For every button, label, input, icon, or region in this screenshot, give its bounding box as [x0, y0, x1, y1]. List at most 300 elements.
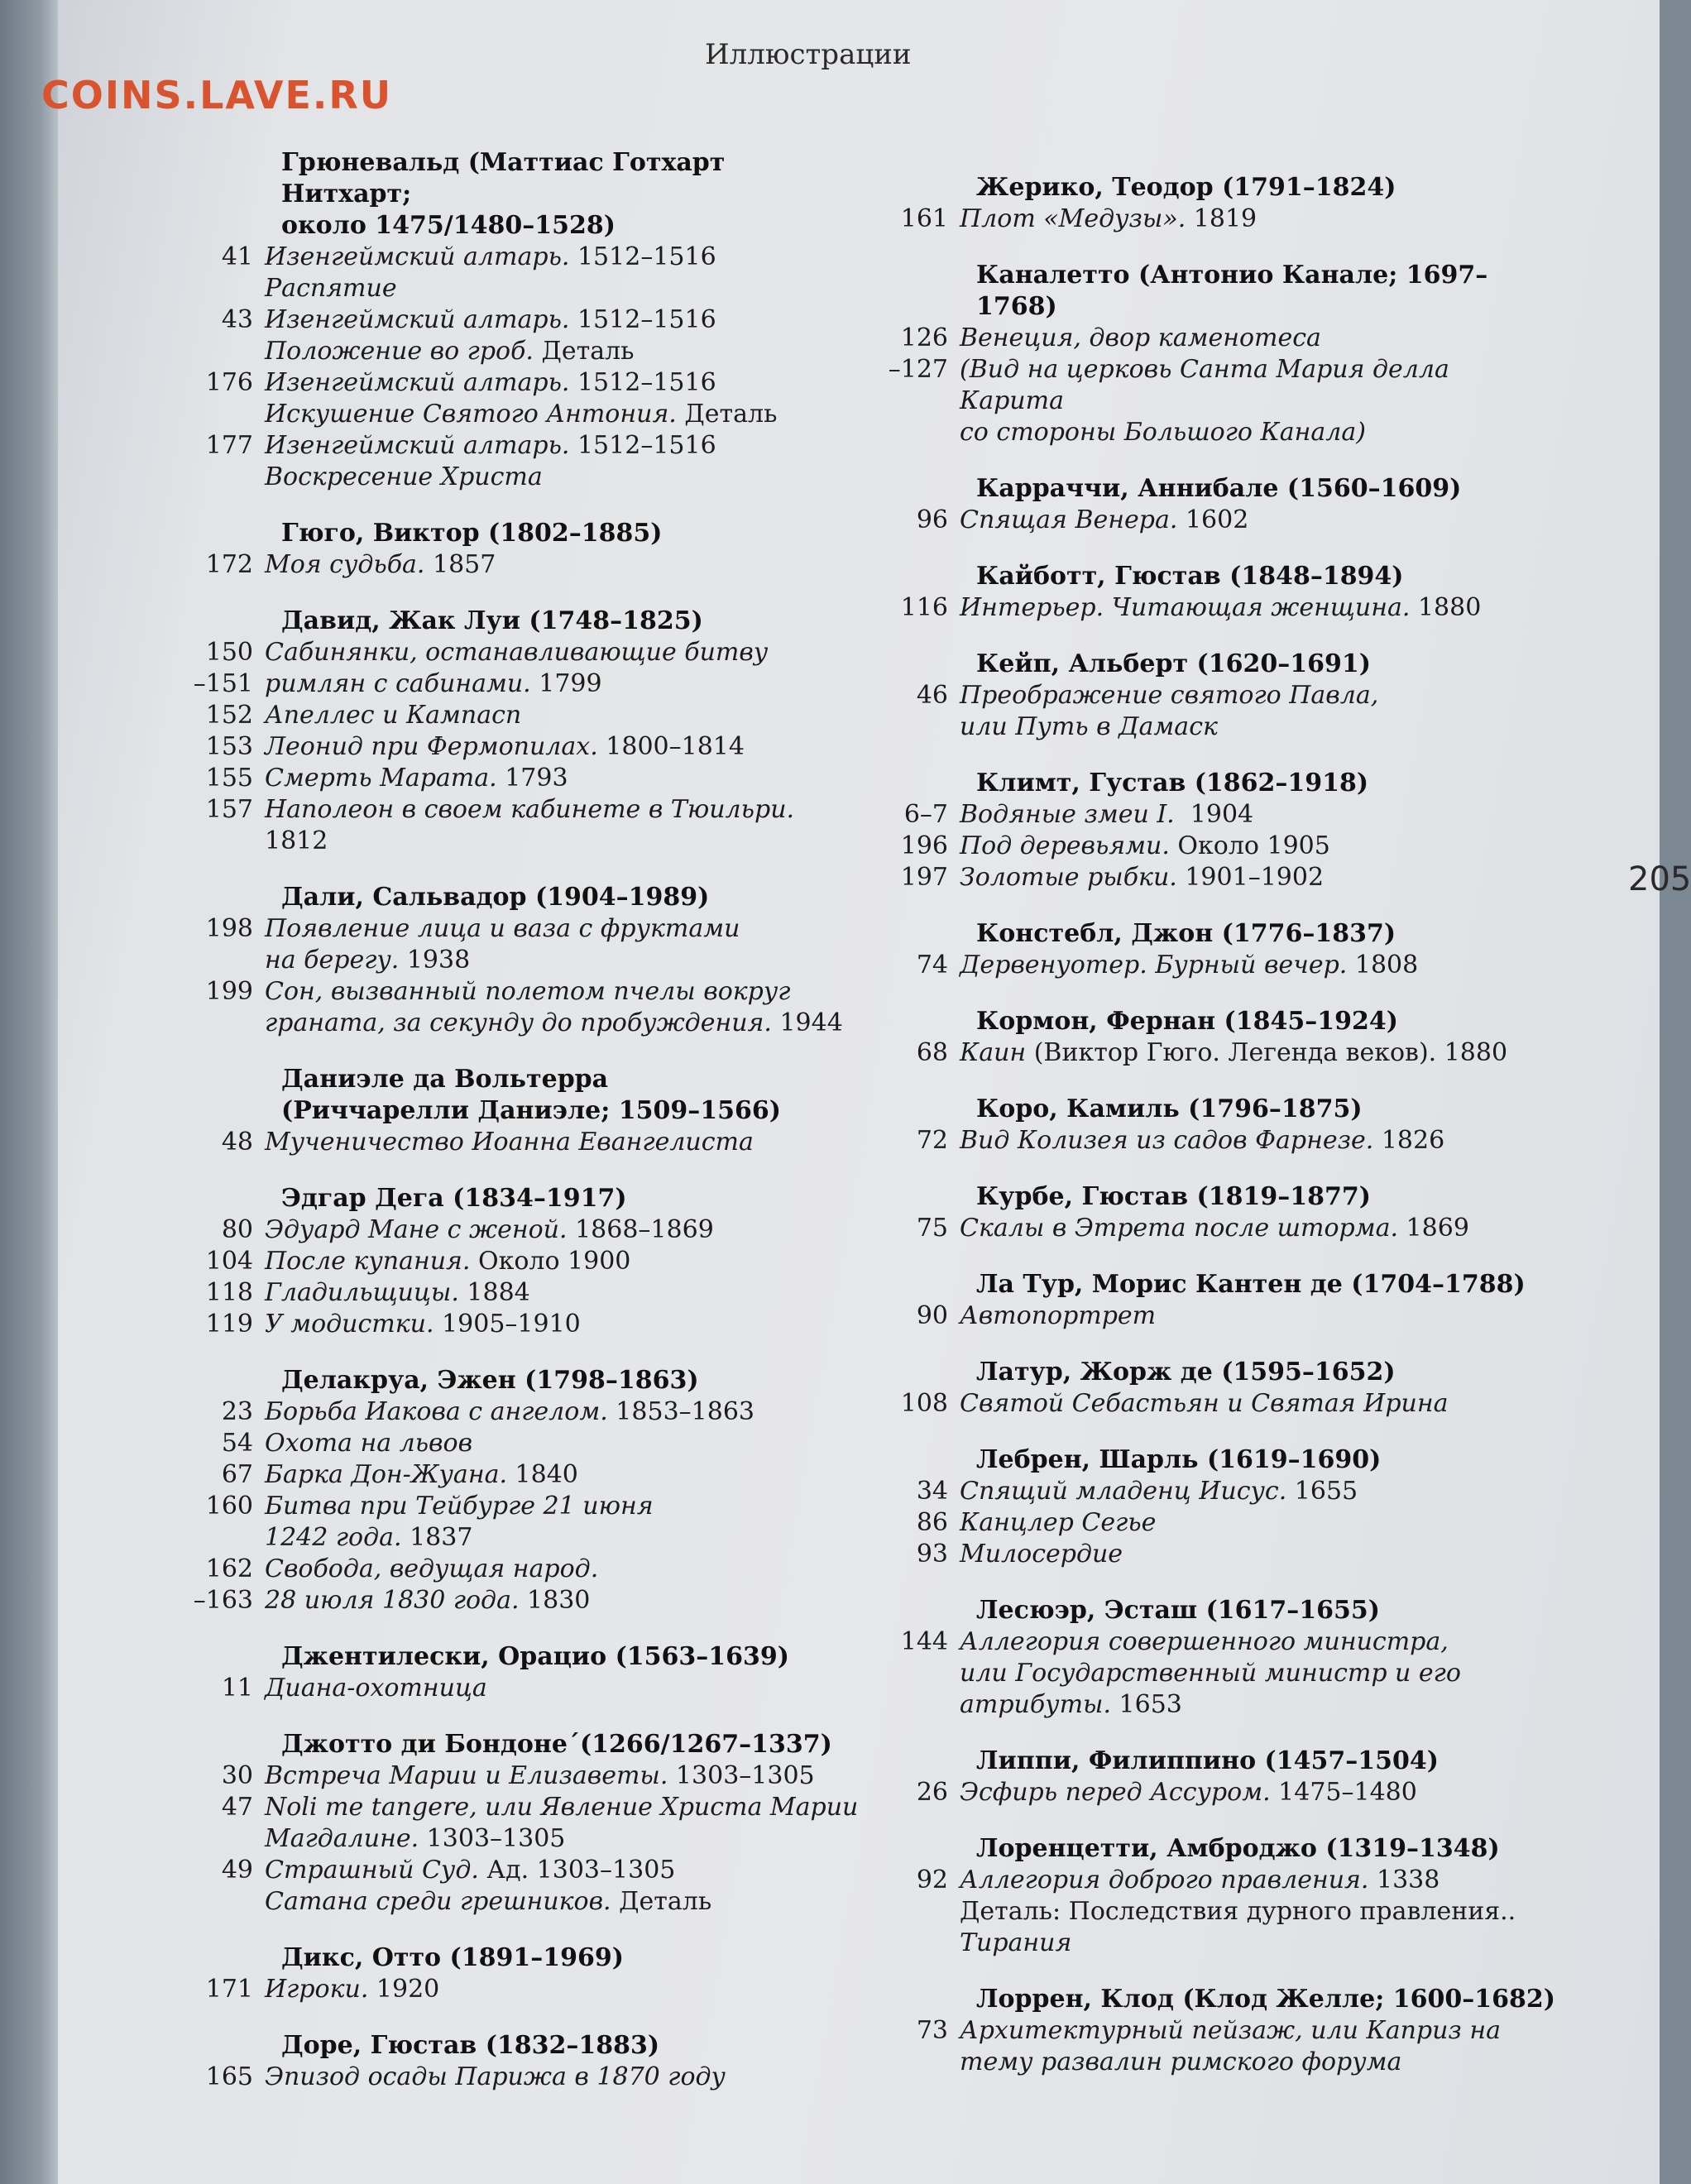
artist-name: Латур, Жорж де (1595–1652)	[976, 1358, 1396, 1387]
artist-name: Лебрен, Шарль (1619–1690)	[976, 1445, 1382, 1474]
work-details: 1812	[265, 795, 802, 855]
artist-name: Джентилески, Орацио (1563–1639)	[281, 1642, 789, 1671]
work-details: 1920	[368, 1975, 440, 2004]
work-text	[960, 1626, 1555, 1658]
work-title: Битва при Тейбурге 21 июня	[265, 1492, 654, 1521]
illustration-number	[182, 1522, 265, 1554]
work-row	[182, 1554, 860, 1585]
work-title: Диана-охотница	[265, 1674, 487, 1703]
artist-name: Констебл, Джон (1776–1837)	[976, 919, 1396, 948]
work-details: 1512–1516	[569, 368, 716, 397]
work-text	[960, 1476, 1555, 1507]
work-text	[265, 1491, 860, 1522]
work-row	[877, 417, 1555, 448]
work-row	[877, 1213, 1555, 1244]
illustration-number: 144	[900, 1627, 948, 1656]
work-row	[877, 2047, 1555, 2078]
work-title: Автопортрет	[960, 1301, 1157, 1330]
work-title: Noli me tangere, или Явление Христа Марии	[265, 1793, 859, 1822]
index-column-right	[877, 172, 1555, 2103]
illustration-number	[182, 273, 265, 304]
work-details: 1868–1869	[567, 1215, 714, 1244]
work-text	[265, 1127, 860, 1158]
illustration-number: 75	[916, 1214, 948, 1243]
work-row	[182, 945, 860, 976]
illustration-number: 152	[205, 701, 253, 730]
work-details: 1853–1863	[607, 1397, 754, 1426]
work-row	[182, 1673, 860, 1704]
artist-name: Доре, Гюстав (1832–1883)	[281, 2031, 660, 2060]
illustration-number	[182, 1823, 265, 1855]
work-text	[265, 1428, 860, 1459]
work-details: Деталь	[676, 400, 778, 429]
work-title: Вид Колизея из садов Фарнезе.	[960, 1126, 1374, 1155]
illustration-number: 198	[205, 914, 253, 943]
illustration-number	[877, 1896, 960, 1928]
work-title: Изенгеймский алтарь.	[265, 305, 570, 334]
work-details: 1512–1516	[569, 431, 716, 460]
artist-name: Грюневальд (Маттиас Готхарт Нитхарт; около 1475/1480–1528)	[281, 148, 726, 240]
illustration-number: 49	[221, 1856, 253, 1885]
illustration-number: 6–7	[903, 800, 948, 829]
work-text	[265, 1823, 860, 1855]
artist-entry	[877, 1357, 1555, 1420]
work-text	[265, 1886, 860, 1918]
work-title: Леонид при Фермопилах.	[265, 732, 598, 761]
work-row	[877, 680, 1555, 711]
work-row	[877, 799, 1555, 831]
work-details: 1837	[401, 1523, 473, 1552]
illustration-number: 72	[916, 1126, 948, 1155]
work-title: Золотые рыбки.	[960, 863, 1177, 892]
work-text	[960, 1037, 1555, 1069]
work-details: 1800–1814	[597, 732, 745, 761]
work-title: Смерть Марата.	[265, 764, 497, 793]
work-details: 1303–1305	[419, 1824, 566, 1853]
work-text	[960, 950, 1555, 981]
artist-entry	[877, 561, 1555, 624]
work-details: 1653	[1111, 1690, 1182, 1719]
work-details: 1904	[1174, 800, 1254, 829]
artist-name: Кайботт, Гюстав (1848–1894)	[976, 562, 1404, 591]
artist-entry	[877, 172, 1555, 235]
work-title: Изенгеймский алтарь.	[265, 368, 570, 397]
work-text	[265, 462, 860, 493]
illustration-number	[877, 1658, 960, 1689]
work-text	[960, 799, 1555, 831]
artist-name: Каналетто (Антонио Канале; 1697–1768)	[976, 261, 1488, 321]
work-details: 1655	[1286, 1477, 1358, 1506]
artist-name: Курбе, Гюстав (1819–1877)	[976, 1182, 1371, 1211]
work-row	[182, 399, 860, 430]
artist-entry	[877, 1833, 1555, 1959]
illustration-number: 197	[900, 863, 948, 892]
illustration-number: 43	[221, 305, 253, 334]
illustration-number: 34	[916, 1477, 948, 1506]
illustration-number: –151	[193, 669, 253, 698]
artist-name: Гюго, Виктор (1802–1885)	[281, 519, 663, 548]
work-title: тему развалин римского форума	[960, 2048, 1402, 2076]
work-title: Спящий младенц Иисус.	[960, 1477, 1287, 1506]
artist-entry	[182, 1729, 860, 1918]
artist-name: Джотто ди Бондоне´(1266/1267–1337)	[281, 1730, 832, 1759]
work-details: (Виктор Гюго. Легенда веков). 1880	[1026, 1038, 1508, 1067]
illustration-number	[877, 711, 960, 743]
work-title: Дервенуотер. Бурный вечер.	[960, 951, 1348, 979]
illustration-number: 73	[916, 2016, 948, 2045]
work-title: Сатана среди грешников.	[265, 1887, 611, 1916]
work-details: 1938	[399, 946, 471, 975]
work-details: 1869	[1398, 1214, 1469, 1243]
work-text	[265, 273, 860, 304]
artist-name: Ла Тур, Морис Кантен де (1704–1788)	[976, 1270, 1526, 1299]
illustration-number: 96	[916, 505, 948, 534]
work-title: Воскресение Христа	[265, 462, 543, 491]
work-row	[877, 1928, 1555, 1959]
work-details: 1857	[424, 550, 496, 579]
work-title: Охота на львов	[265, 1429, 473, 1458]
illustration-number: 90	[916, 1301, 948, 1330]
work-row	[182, 1760, 860, 1792]
work-text	[265, 430, 860, 462]
work-text	[960, 1539, 1555, 1570]
illustration-number: –163	[193, 1586, 253, 1615]
work-row	[182, 1008, 860, 1039]
work-row	[877, 323, 1555, 354]
work-row	[877, 1388, 1555, 1420]
artist-entry	[877, 1746, 1555, 1808]
illustration-number: 86	[916, 1508, 948, 1537]
work-text	[960, 1777, 1555, 1808]
work-title: Преображение святого Павла,	[960, 681, 1379, 710]
work-row	[182, 1974, 860, 2005]
illustration-number: 26	[916, 1778, 948, 1807]
work-title: Плот «Медузы».	[960, 204, 1186, 233]
work-row	[877, 354, 1555, 417]
illustration-number: 160	[205, 1492, 253, 1521]
work-title: Распятие	[265, 274, 397, 303]
work-text	[265, 367, 860, 399]
illustration-number: 172	[205, 550, 253, 579]
work-row	[182, 336, 860, 367]
work-text	[265, 976, 860, 1008]
illustration-number: 47	[221, 1793, 253, 1822]
illustration-number: 150	[205, 638, 253, 667]
work-title: Венеция, двор каменотеса	[960, 323, 1321, 352]
work-row	[182, 637, 860, 668]
work-row	[877, 1037, 1555, 1069]
illustration-number	[182, 945, 265, 976]
artist-entry	[877, 1269, 1555, 1332]
artist-entry	[877, 768, 1555, 893]
artist-entry	[877, 1181, 1555, 1244]
work-title: со стороны Большого Канала)	[960, 418, 1366, 447]
work-text	[265, 1309, 860, 1340]
work-title: Святой Себастьян и Святая Ирина	[960, 1389, 1449, 1418]
work-title: атрибуты.	[960, 1690, 1111, 1719]
illustration-number: 153	[205, 732, 253, 761]
work-text	[265, 1585, 860, 1616]
work-text	[265, 637, 860, 668]
artist-entry	[877, 1595, 1555, 1721]
work-text	[265, 1673, 860, 1704]
work-title: граната, за секунду до пробуждения.	[265, 1008, 772, 1037]
work-title: Апеллес и Кампасп	[265, 701, 522, 730]
work-row	[182, 1428, 860, 1459]
work-row	[182, 1585, 860, 1616]
illustration-number: –127	[888, 355, 948, 384]
work-title: Скалы в Этрета после шторма.	[960, 1214, 1399, 1243]
work-row	[877, 505, 1555, 536]
work-details: 1830	[519, 1586, 591, 1615]
work-text	[960, 1300, 1555, 1332]
work-title: Встреча Марии и Елизаветы.	[265, 1761, 668, 1790]
work-details: Около 1905	[1169, 831, 1330, 860]
work-details: 1338	[1368, 1866, 1440, 1894]
work-title: Страшный Суд.	[265, 1856, 479, 1885]
artist-name: Давид, Жак Луи (1748–1825)	[281, 606, 703, 635]
work-text	[265, 1974, 860, 2005]
artist-entry	[182, 1064, 860, 1158]
work-title: Моя судьба.	[265, 550, 425, 579]
work-text	[960, 1896, 1555, 1928]
work-title: Эдуард Мане с женой.	[265, 1215, 568, 1244]
work-title: Положение во гроб.	[265, 337, 534, 366]
artist-entry	[877, 1006, 1555, 1069]
index-column-left	[182, 147, 860, 2118]
work-details: 1944	[771, 1008, 843, 1037]
work-row	[182, 731, 860, 763]
work-title: римлян с сабинами.	[265, 669, 531, 698]
work-title: Спящая Венера.	[960, 505, 1178, 534]
work-row	[877, 592, 1555, 624]
work-row	[877, 1476, 1555, 1507]
work-details: Деталь: Последствия дурного правления..	[960, 1897, 1516, 1926]
work-title: Водяные змеи I.	[960, 800, 1175, 829]
work-text	[960, 1689, 1555, 1721]
illustration-number: 80	[221, 1215, 253, 1244]
work-row	[182, 1246, 860, 1277]
work-title: Тирания	[960, 1928, 1072, 1957]
artist-entry	[877, 1444, 1555, 1570]
illustration-number: 93	[916, 1540, 948, 1569]
artist-name: Лоренцетти, Амброджо (1319–1348)	[976, 1834, 1500, 1863]
illustration-number: 161	[900, 204, 948, 233]
work-row	[182, 1522, 860, 1554]
illustration-number	[182, 336, 265, 367]
illustration-number: 171	[205, 1975, 253, 2004]
artist-entry	[182, 882, 860, 1039]
illustration-number	[877, 1689, 960, 1721]
work-row	[877, 1300, 1555, 1332]
work-title: Изенгеймский алтарь.	[265, 242, 570, 271]
artist-name: Кейп, Альберт (1620–1691)	[976, 649, 1371, 678]
work-row	[877, 204, 1555, 235]
work-text	[265, 336, 860, 367]
artist-name: Карраччи, Аннибале (1560–1609)	[976, 474, 1462, 503]
work-title: Гладильщицы.	[265, 1278, 459, 1307]
work-row	[182, 242, 860, 273]
illustration-number: 68	[916, 1038, 948, 1067]
work-row	[877, 950, 1555, 981]
work-text	[960, 1125, 1555, 1157]
work-text	[960, 354, 1555, 417]
illustration-number: 23	[221, 1397, 253, 1426]
work-row	[877, 2015, 1555, 2047]
work-title: Сабинянки, останавливающие битву	[265, 638, 769, 667]
work-text	[960, 505, 1555, 536]
illustration-number	[877, 2047, 960, 2078]
work-text	[265, 1459, 860, 1491]
work-row	[182, 700, 860, 731]
work-row	[877, 862, 1555, 893]
work-text	[960, 680, 1555, 711]
artist-name: Даниэле да Вольтерра (Риччарелли Даниэле; 1509–1566)	[281, 1065, 781, 1125]
work-text	[265, 731, 860, 763]
work-title: (Вид на церковь Санта Мария делла Карита	[960, 355, 1458, 415]
work-title: на берегу.	[265, 946, 400, 975]
work-text	[265, 1554, 860, 1585]
work-title: Эпизод осады Парижа в 1870 году	[265, 2062, 726, 2091]
work-text	[265, 1246, 860, 1277]
work-text	[960, 592, 1555, 624]
book-spine-edge	[0, 0, 58, 2184]
illustration-number	[182, 399, 265, 430]
work-details: 1475–1480	[1270, 1778, 1417, 1807]
work-row	[877, 1507, 1555, 1539]
work-row	[182, 763, 860, 794]
artist-name: Дали, Сальвадор (1904–1989)	[281, 883, 710, 912]
work-title: Аллегория совершенного министра,	[960, 1627, 1449, 1656]
illustration-number: 155	[205, 764, 253, 793]
artist-name: Лоррен, Клод (Клод Желле; 1600–1682)	[976, 1985, 1555, 2014]
work-text	[960, 204, 1555, 235]
illustration-number: 104	[205, 1247, 253, 1276]
work-details: 1793	[496, 764, 568, 793]
illustration-number: 177	[205, 431, 253, 460]
illustration-number	[877, 417, 960, 448]
work-row	[182, 273, 860, 304]
work-title: Наполеон в своем кабинете в Тюильри.	[265, 795, 795, 824]
work-title: Барка Дон-Жуана.	[265, 1460, 507, 1489]
work-text	[265, 945, 860, 976]
work-row	[182, 1309, 860, 1340]
work-title: Сон, вызванный полетом пчелы вокруг	[265, 977, 791, 1006]
work-title: Мученичество Иоанна Евангелиста	[265, 1128, 754, 1157]
work-title: Аллегория доброго правления.	[960, 1866, 1369, 1894]
work-text	[265, 1522, 860, 1554]
work-text	[265, 399, 860, 430]
artist-entry	[877, 260, 1555, 448]
work-row	[182, 1396, 860, 1428]
work-row	[182, 1459, 860, 1491]
artist-entry	[877, 1094, 1555, 1157]
artist-entry	[182, 1365, 860, 1616]
work-text	[265, 1792, 860, 1823]
work-row	[182, 462, 860, 493]
work-details: 1880	[1410, 593, 1482, 622]
work-details: 1602	[1177, 505, 1249, 534]
work-details: Ад. 1303–1305	[478, 1856, 676, 1885]
work-row	[182, 794, 860, 857]
work-text	[960, 417, 1555, 448]
work-title: Магдалине.	[265, 1824, 419, 1853]
work-row	[182, 976, 860, 1008]
work-details: 1840	[507, 1460, 578, 1489]
work-details: 1901–1902	[1176, 863, 1325, 892]
work-details: 1905–1910	[434, 1310, 581, 1339]
illustration-number: 67	[221, 1460, 253, 1489]
illustration-number: 92	[916, 1866, 948, 1894]
work-text	[265, 304, 860, 336]
work-details: Деталь	[611, 1887, 712, 1916]
illustration-number: 54	[221, 1429, 253, 1458]
illustration-number: 176	[205, 368, 253, 397]
work-text	[960, 1388, 1555, 1420]
work-title: Под деревьями.	[960, 831, 1170, 860]
work-text	[265, 700, 860, 731]
work-row	[877, 1896, 1555, 1928]
work-title: или Государственный министр и его	[960, 1659, 1461, 1688]
work-text	[960, 2015, 1555, 2047]
work-text	[265, 794, 860, 857]
artist-name: Дикс, Отто (1891–1969)	[281, 1943, 624, 1972]
work-text	[265, 1396, 860, 1428]
work-title: Свобода, ведущая народ.	[265, 1554, 599, 1583]
work-row	[182, 367, 860, 399]
work-title: Искушение Святого Антония.	[265, 400, 677, 429]
illustration-number: 30	[221, 1761, 253, 1790]
work-row	[182, 1491, 860, 1522]
work-row	[182, 430, 860, 462]
work-details: 1512–1516	[569, 242, 716, 271]
artist-entry	[877, 649, 1555, 743]
work-text	[960, 1213, 1555, 1244]
work-details: 1884	[458, 1278, 530, 1307]
artist-entry	[182, 606, 860, 857]
work-row	[182, 1127, 860, 1158]
artist-name: Эдгар Дега (1834–1917)	[281, 1184, 627, 1213]
work-title: Изенгеймский алтарь.	[265, 431, 570, 460]
work-text	[265, 2062, 860, 2093]
work-details: 1826	[1373, 1126, 1445, 1155]
work-title: 28 июля 1830 года.	[265, 1586, 520, 1615]
illustration-number: 41	[221, 242, 253, 271]
work-title: Канцлер Сегье	[960, 1508, 1157, 1537]
illustration-number	[182, 1008, 265, 1039]
work-row	[877, 1125, 1555, 1157]
illustration-number: 157	[205, 795, 253, 824]
illustration-number: 116	[900, 593, 948, 622]
work-row	[182, 1792, 860, 1823]
work-row	[182, 1855, 860, 1886]
work-text	[265, 913, 860, 945]
work-text	[265, 1855, 860, 1886]
illustration-number: 46	[916, 681, 948, 710]
illustration-number: 199	[205, 977, 253, 1006]
illustration-number: 108	[900, 1389, 948, 1418]
work-title: После купания.	[265, 1247, 471, 1276]
illustration-number: 196	[900, 831, 948, 860]
artist-entry	[877, 1984, 1555, 2078]
work-details: 1303–1305	[668, 1761, 815, 1790]
artist-entry	[877, 918, 1555, 981]
watermark: COINS.LAVE.RU	[41, 73, 393, 117]
work-title: Интерьер. Читающая женщина.	[960, 593, 1411, 622]
book-page	[58, 0, 1691, 2184]
artist-name: Климт, Густав (1862–1918)	[976, 769, 1369, 797]
artist-entry	[182, 1183, 860, 1340]
